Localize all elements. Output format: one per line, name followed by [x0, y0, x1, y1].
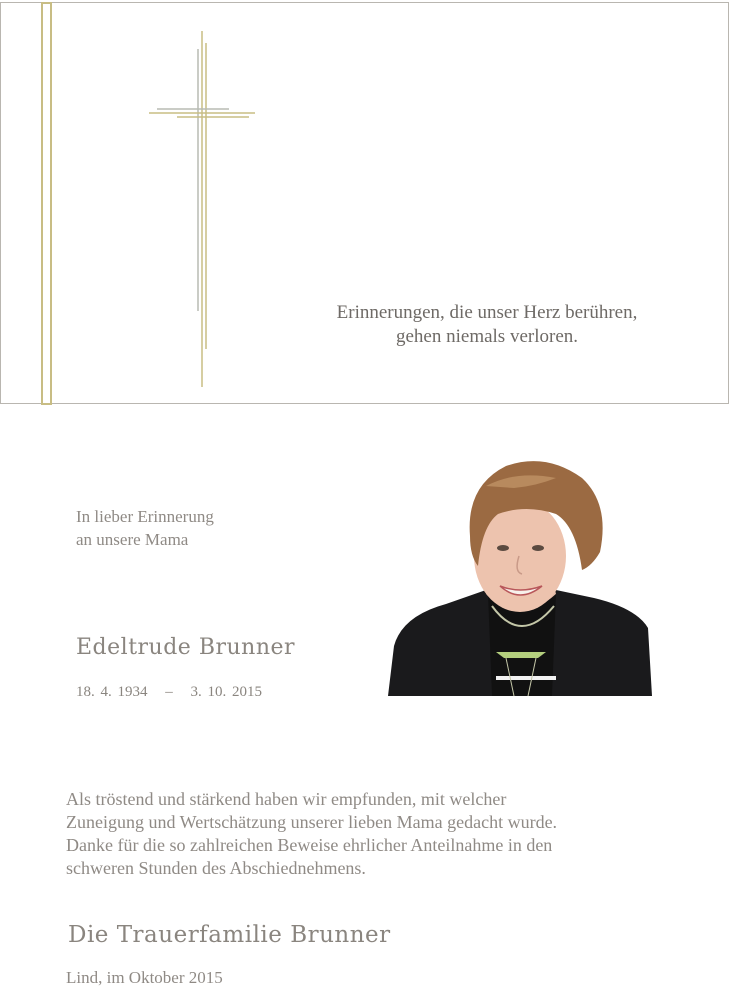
deceased-name: Edeltrude Brunner — [76, 635, 296, 660]
birth-date: 18. 4. 1934 — [76, 684, 148, 700]
gold-border-bar — [41, 2, 52, 405]
intro-line-2: an unsere Mama — [76, 530, 189, 549]
family-signature: Die Trauerfamilie Brunner — [68, 922, 391, 948]
date-separator: – — [165, 684, 173, 700]
place-and-date: Lind, im Oktober 2015 — [66, 968, 223, 987]
thanks-line-4: schweren Stunden des Abschiednehmens. — [66, 858, 366, 878]
quote-line-2: gehen niemals verloren. — [395, 326, 578, 347]
front-card — [0, 2, 729, 404]
death-date: 3. 10. 2015 — [190, 684, 262, 700]
thanks-line-1: Als tröstend und stärkend haben wir empfunden, mit welcher — [66, 789, 507, 809]
cross-icon — [147, 29, 257, 389]
thanks-line-3: Danke für die so zahlreichen Beweise ehrlicher Anteilnahme in den — [66, 835, 553, 855]
quote-line-1: Erinnerungen, die unser Herz berühren, — [336, 302, 638, 323]
memorial-intro — [76, 505, 214, 551]
memorial-quote — [301, 301, 673, 349]
portrait-photo — [386, 456, 654, 700]
life-dates — [76, 684, 262, 701]
thanks-line-2: Zuneigung und Wertschätzung unserer lieben Mama gedacht wurde. — [66, 812, 558, 832]
intro-line-1: In lieber Erinnerung — [76, 507, 214, 526]
thank-you-text — [66, 788, 686, 880]
